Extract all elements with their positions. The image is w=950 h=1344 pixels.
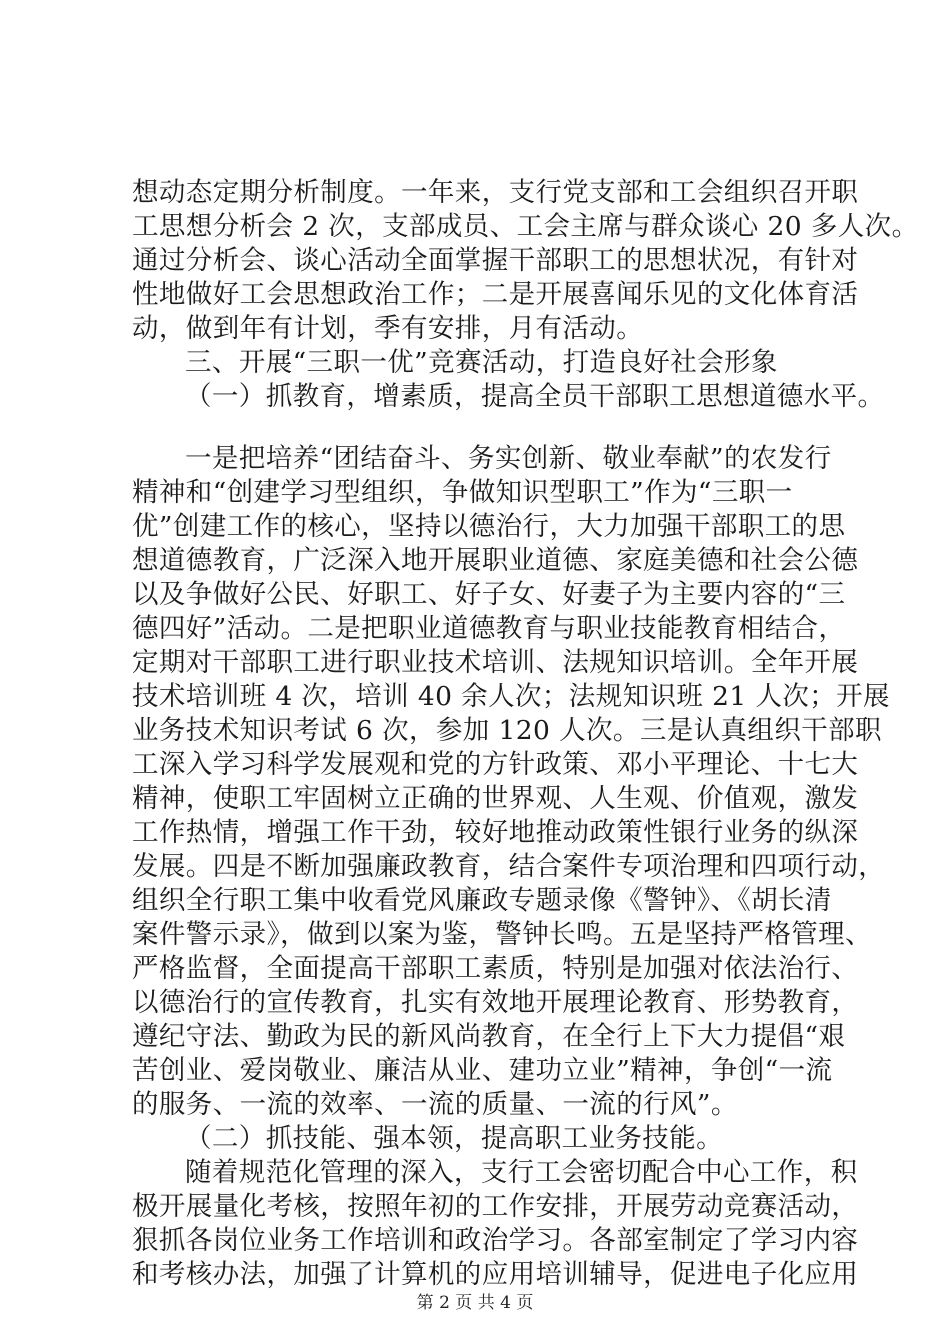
- paragraph-line: 组织全行职工集中收看党风廉政专题录像《警钟》、《胡长清: [132, 885, 832, 916]
- paragraph-line: 定期对干部职工进行职业技术培训、法规知识培训。全年开展: [132, 647, 859, 678]
- paragraph-line: 狠抓各岗位业务工作培训和政治学习。各部室制定了学习内容: [132, 1225, 859, 1256]
- paragraph-line: 优”创建工作的核心，坚持以德治行，大力加强干部职工的思: [132, 511, 846, 542]
- paragraph-line: 通过分析会、谈心活动全面掌握干部职工的思想状况，有针对: [132, 245, 859, 276]
- paragraph-line: 精神和“创建学习型组织，争做知识型职工”作为“三职一: [132, 477, 793, 508]
- paragraph-line: 的服务、一流的效率、一流的质量、一流的行风”。: [132, 1089, 738, 1120]
- section-heading: 三、开展“三职一优”竞赛活动，打造良好社会形象: [185, 347, 778, 378]
- page-number-footer: 第 2 页 共 4 页: [416, 1293, 534, 1313]
- paragraph-line: 业务技术知识考试 6 次，参加 120 人次。三是认真组织干部职: [132, 715, 882, 746]
- paragraph-line: 动，做到年有计划，季有安排，月有活动。: [132, 313, 644, 344]
- paragraph-line: 工作热情，增强工作干劲，较好地推动政策性银行业务的纵深: [132, 817, 859, 848]
- subsection-heading: （二）抓技能、强本领，提高职工业务技能。: [185, 1123, 723, 1154]
- paragraph-line: 技术培训班 4 次，培训 40 余人次；法规知识班 21 人次；开展: [132, 681, 890, 712]
- paragraph-line: 案件警示录》，做到以案为鉴，警钟长鸣。五是坚持严格管理、: [132, 919, 872, 950]
- paragraph-line: 极开展量化考核，按照年初的工作安排，开展劳动竞赛活动，: [132, 1191, 859, 1222]
- paragraph-line: 工思想分析会 2 次，支部成员、工会主席与群众谈心 20 多人次。: [132, 211, 919, 242]
- paragraph-line: 工深入学习科学发展观和党的方针政策、邓小平理论、十七大: [132, 749, 859, 780]
- paragraph-line: 精神，使职工牢固树立正确的世界观、人生观、价值观，激发: [132, 783, 859, 814]
- paragraph-line: 和考核办法，加强了计算机的应用培训辅导，促进电子化应用: [132, 1259, 859, 1290]
- paragraph-line: 想动态定期分析制度。一年来，支行党支部和工会组织召开职: [132, 177, 859, 208]
- paragraph-line: 遵纪守法、勤政为民的新风尚教育，在全行上下大力提倡“艰: [132, 1021, 846, 1052]
- paragraph-line: 想道德教育，广泛深入地开展职业道德、家庭美德和社会公德: [132, 545, 859, 576]
- paragraph-line: 一是把培养“团结奋斗、务实创新、敬业奉献”的农发行: [185, 443, 832, 474]
- paragraph-line: 苦创业、爱岗敬业、廉洁从业、建功立业”精神，争创“一流: [132, 1055, 833, 1086]
- paragraph-line: 严格监督，全面提高干部职工素质，特别是加强对依法治行、: [132, 953, 859, 984]
- subsection-heading: （一）抓教育，增素质，提高全员干部职工思想道德水平。: [185, 381, 885, 412]
- paragraph-line: 性地做好工会思想政治工作；二是开展喜闻乐见的文化体育活: [132, 279, 859, 310]
- paragraph-line: 随着规范化管理的深入，支行工会密切配合中心工作，积: [185, 1157, 858, 1188]
- paragraph-line: 以德治行的宣传教育，扎实有效地开展理论教育、形势教育，: [132, 987, 859, 1018]
- paragraph-line: 以及争做好公民、好职工、好子女、好妻子为主要内容的“三: [132, 579, 846, 610]
- paragraph-line: 发展。四是不断加强廉政教育，结合案件专项治理和四项行动，: [132, 851, 886, 882]
- paragraph-line: 德四好”活动。二是把职业道德教育与职业技能教育相结合，: [132, 613, 846, 644]
